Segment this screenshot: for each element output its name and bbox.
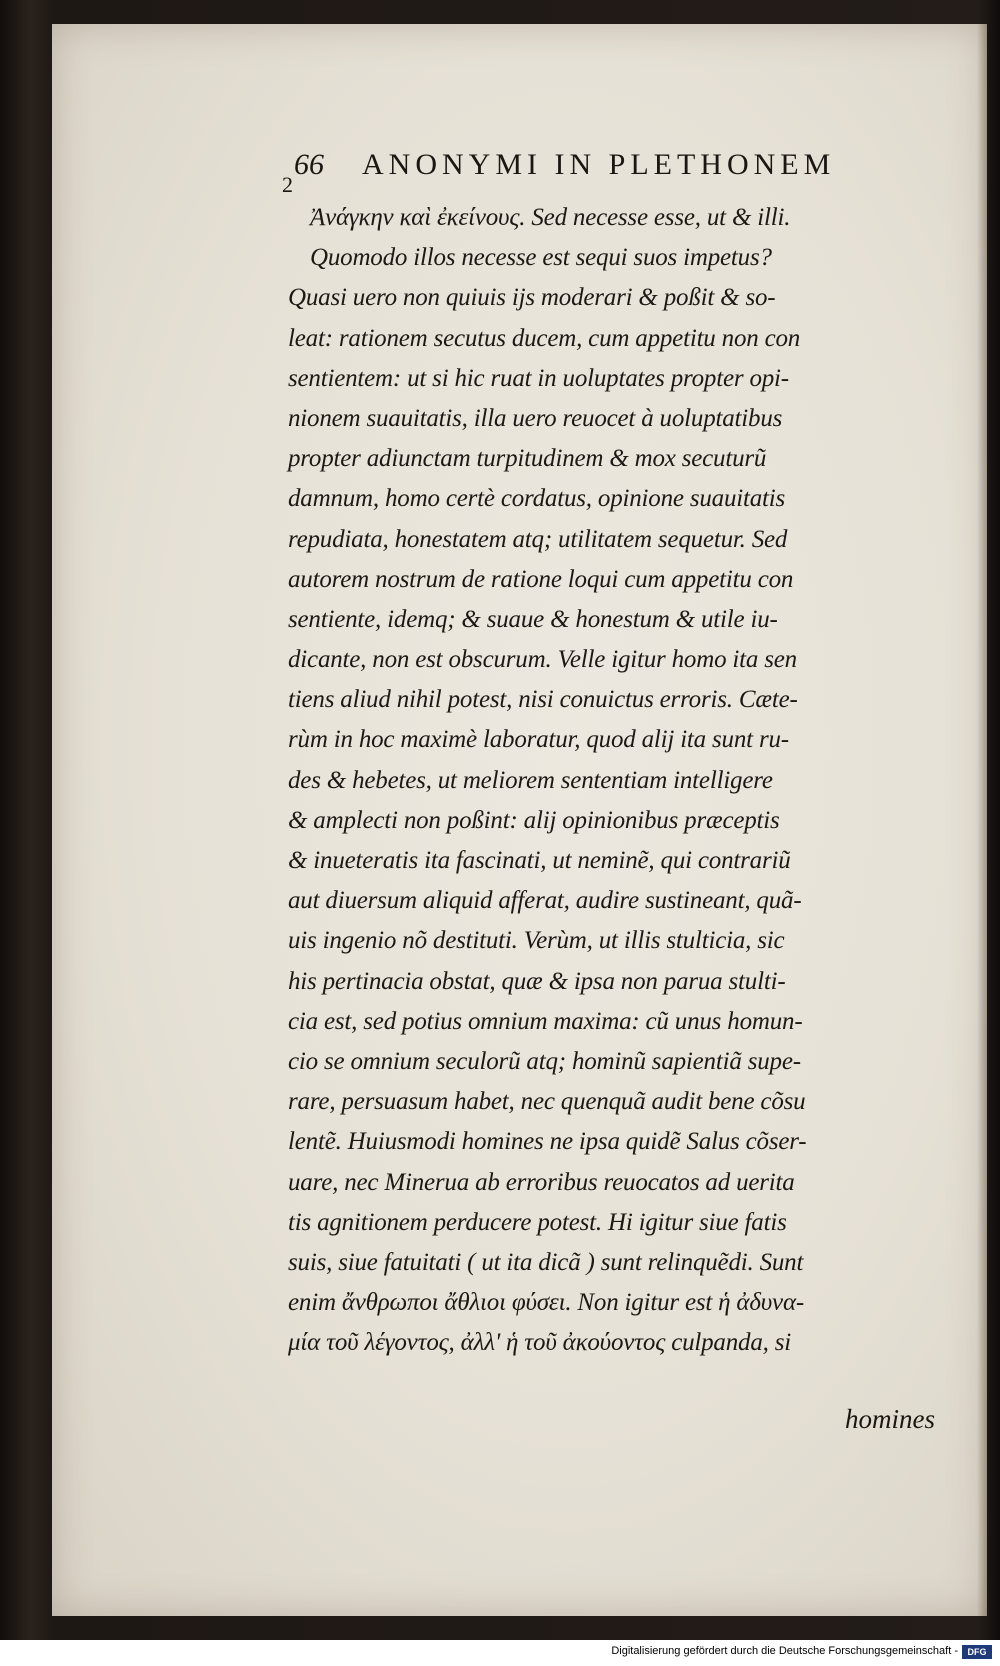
text-line: sentiente, idemq; & suaue & honestum & utile iu- [288, 605, 778, 633]
dfg-logo-icon: DFG [962, 1645, 992, 1659]
text-line: Ἀνάγκην καὶ ἐκείνους. Sed necesse esse, ut & illi. [310, 204, 791, 231]
text-line: propter adiunctam turpitudinem & mox secuturũ [288, 445, 767, 473]
text-line: Quasi uero non quiuis ijs moderari & poßit & so- [288, 284, 776, 312]
signature-marker: 2 [282, 172, 293, 197]
text-line: & amplecti non poßint: alij opinionibus præceptis [288, 806, 780, 834]
text-line: tis agnitionem perducere potest. Hi igitur siue fatis [288, 1208, 787, 1236]
text-line: autorem nostrum de ratione loqui cum appetitu con [288, 565, 794, 593]
body-text [288, 198, 928, 1363]
running-head [282, 142, 928, 197]
text-block [282, 142, 928, 1363]
text-line: leat: rationem secutus ducem, cum appetitu non con [288, 324, 801, 352]
page-number: 66 [294, 148, 324, 181]
text-line: enim ἄνθρωποι ἄθλιοι φύσει. Non igitur est ἡ ἀδυνα- [288, 1289, 804, 1317]
catchword: homines [845, 1404, 935, 1434]
running-title: ANONYMI IN PLETHONEM [362, 148, 836, 181]
text-line: repudiata, honestatem atq; utilitatem sequetur. Sed [288, 525, 788, 553]
text-line: μία τοῦ λέγοντος, ἀλλ' ἡ τοῦ ἀκούοντος culpanda, si [288, 1329, 792, 1357]
text-line: nionem suauitatis, illa uero reuocet à uoluptatibus [288, 404, 783, 432]
page-edge-shadow [977, 24, 987, 1616]
text-line: cia est, sed potius omnium maxima: cũ unus homun- [288, 1007, 803, 1035]
text-line: aut diuersum aliquid afferat, audire sustineant, quã- [288, 887, 802, 915]
text-line: lentẽ. Huiusmodi homines ne ipsa quidẽ Salus cõser- [288, 1128, 807, 1156]
text-line: dicante, non est obscurum. Velle igitur homo ita sen [288, 646, 797, 674]
book-page [52, 24, 987, 1616]
text-line: damnum, homo certè cordatus, opinione suauitatis [288, 485, 786, 513]
text-line: suis, siue fatuitati ( ut ita dicã ) sunt relinquẽdi. Sunt [288, 1248, 804, 1276]
text-line: des & hebetes, ut meliorem sententiam intelligere [288, 766, 773, 794]
text-line: cio se omnium seculorũ atq; hominũ sapientiã supe- [288, 1047, 801, 1075]
text-line: tiens aliud nihil potest, nisi conuictus erroris. Cæte- [288, 686, 798, 714]
text-line: rùm in hoc maximè laboratur, quod alij ita sunt ru- [288, 726, 789, 754]
footer-bar [0, 1640, 1000, 1666]
text-line: rare, persuasum habet, nec quenquã audit bene cõsu [288, 1088, 806, 1116]
text-line: Quomodo illos necesse est sequi suos impetus? [310, 244, 772, 272]
text-line: & inueteratis ita fascinati, ut neminẽ, qui contrariũ [288, 847, 791, 874]
text-line: uare, nec Minerua ab erroribus reuocatos ad uerita [288, 1168, 795, 1196]
text-line: his pertinacia obstat, quæ & ipsa non parua stulti- [288, 967, 786, 995]
text-line: sentientem: ut si hic ruat in uoluptates propter opi- [288, 364, 789, 392]
funding-credit: Digitalisierung gefördert durch die Deutsche Forschungsgemeinschaft - [611, 1645, 958, 1657]
text-line: uis ingenio nõ destituti. Verùm, ut illis stulticia, sic [288, 927, 785, 955]
